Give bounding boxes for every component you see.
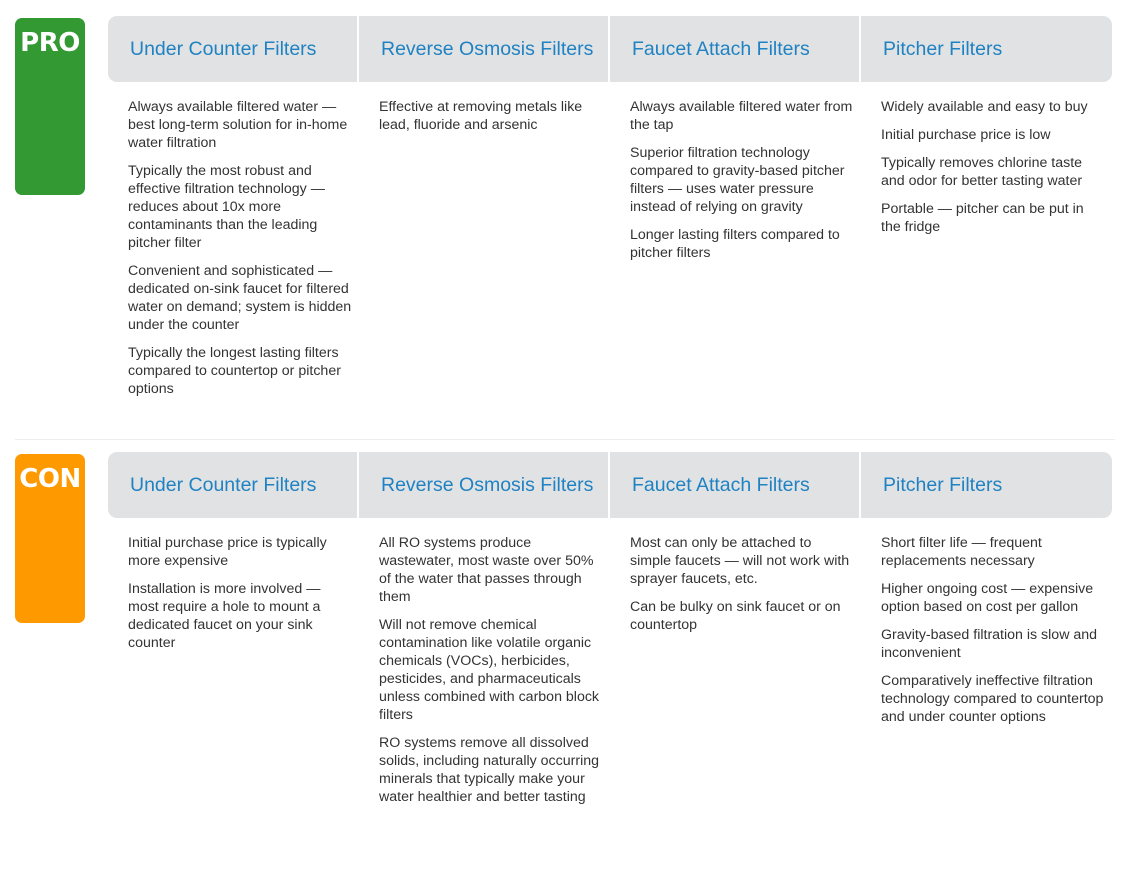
pro-item: Typically the most robust and effective filtration technology — reduces about 10x more contaminants than the leading pitcher filter (128, 163, 325, 251)
con-header-pitcher: Pitcher Filters (883, 474, 1003, 496)
con-column-under-counter (108, 534, 359, 816)
con-header-bar (108, 452, 1112, 518)
con-item: Higher ongoing cost — expensive option based on cost per gallon (881, 581, 1094, 615)
pro-columns (108, 98, 1112, 408)
con-header-faucet-attach: Faucet Attach Filters (610, 452, 861, 518)
pro-header-bar (108, 16, 1112, 82)
con-header-under-counter: Under Counter Filters (108, 452, 359, 518)
con-columns (108, 534, 1112, 816)
con-item: Installation is more involved — most require a hole to mount a dedicated faucet on your sink counter (128, 581, 321, 651)
pro-item: Typically the longest lasting filters compared to countertop or pitcher options (128, 345, 341, 397)
pro-column-faucet-attach (610, 98, 861, 408)
con-item: Short filter life — frequent replacements necessary (881, 535, 1042, 569)
pro-item: Superior filtration technology compared to gravity-based pitcher filters — uses water pressure instead of relying on gravity (630, 145, 845, 215)
con-item: RO systems remove all dissolved solids, including naturally occurring minerals that typically make your water healthier and better tasting (379, 735, 600, 805)
pro-header-reverse-osmosis: Reverse Osmosis Filters (359, 16, 610, 82)
con-badge: CON (15, 454, 85, 623)
pro-badge: PRO (15, 18, 85, 195)
pro-item: Initial purchase price is low (881, 127, 1051, 143)
pro-column-pitcher (861, 98, 1112, 408)
pro-item: Convenient and sophisticated — dedicated on-sink faucet for filtered water on demand; system is hidden under the counter (128, 263, 352, 333)
con-item: Initial purchase price is typically more expensive (128, 535, 327, 569)
pro-item: Always available filtered water from the tap (630, 99, 853, 133)
pro-item: Longer lasting filters compared to pitcher filters (630, 227, 840, 261)
pro-header-under-counter: Under Counter Filters (108, 16, 359, 82)
section-divider (15, 439, 1115, 440)
pro-item: Typically removes chlorine taste and odor for better tasting water (881, 155, 1083, 189)
pro-column-reverse-osmosis (359, 98, 610, 408)
con-section (0, 452, 1135, 862)
con-item: Most can only be attached to simple faucets — will not work with sprayer faucets, etc. (630, 535, 850, 587)
pro-column-under-counter (108, 98, 359, 408)
con-item: Can be bulky on sink faucet or on countertop (630, 599, 841, 633)
con-column-reverse-osmosis (359, 534, 610, 816)
pro-item: Effective at removing metals like lead, fluoride and arsenic (379, 99, 583, 133)
pro-item: Widely available and easy to buy (881, 99, 1088, 115)
con-column-faucet-attach (610, 534, 861, 816)
pro-section (0, 16, 1135, 426)
pro-item: Always available filtered water — best long-term solution for in-home water filtration (128, 99, 348, 151)
pro-item: Portable — pitcher can be put in the fridge (881, 201, 1084, 235)
con-item: All RO systems produce wastewater, most waste over 50% of the water that passes through them (379, 535, 594, 605)
con-item: Gravity-based filtration is slow and inconvenient (881, 627, 1098, 661)
pro-header-faucet-attach: Faucet Attach Filters (610, 16, 861, 82)
con-item: Will not remove chemical contamination like volatile organic chemicals (VOCs), herbicides, pesticides, and pharmaceuticals unless combined with carbon block filters (379, 617, 600, 723)
con-column-pitcher (861, 534, 1112, 816)
pro-header-pitcher: Pitcher Filters (883, 38, 1003, 60)
con-header-reverse-osmosis: Reverse Osmosis Filters (359, 452, 610, 518)
con-item: Comparatively ineffective filtration technology compared to countertop and under counter options (881, 673, 1104, 725)
